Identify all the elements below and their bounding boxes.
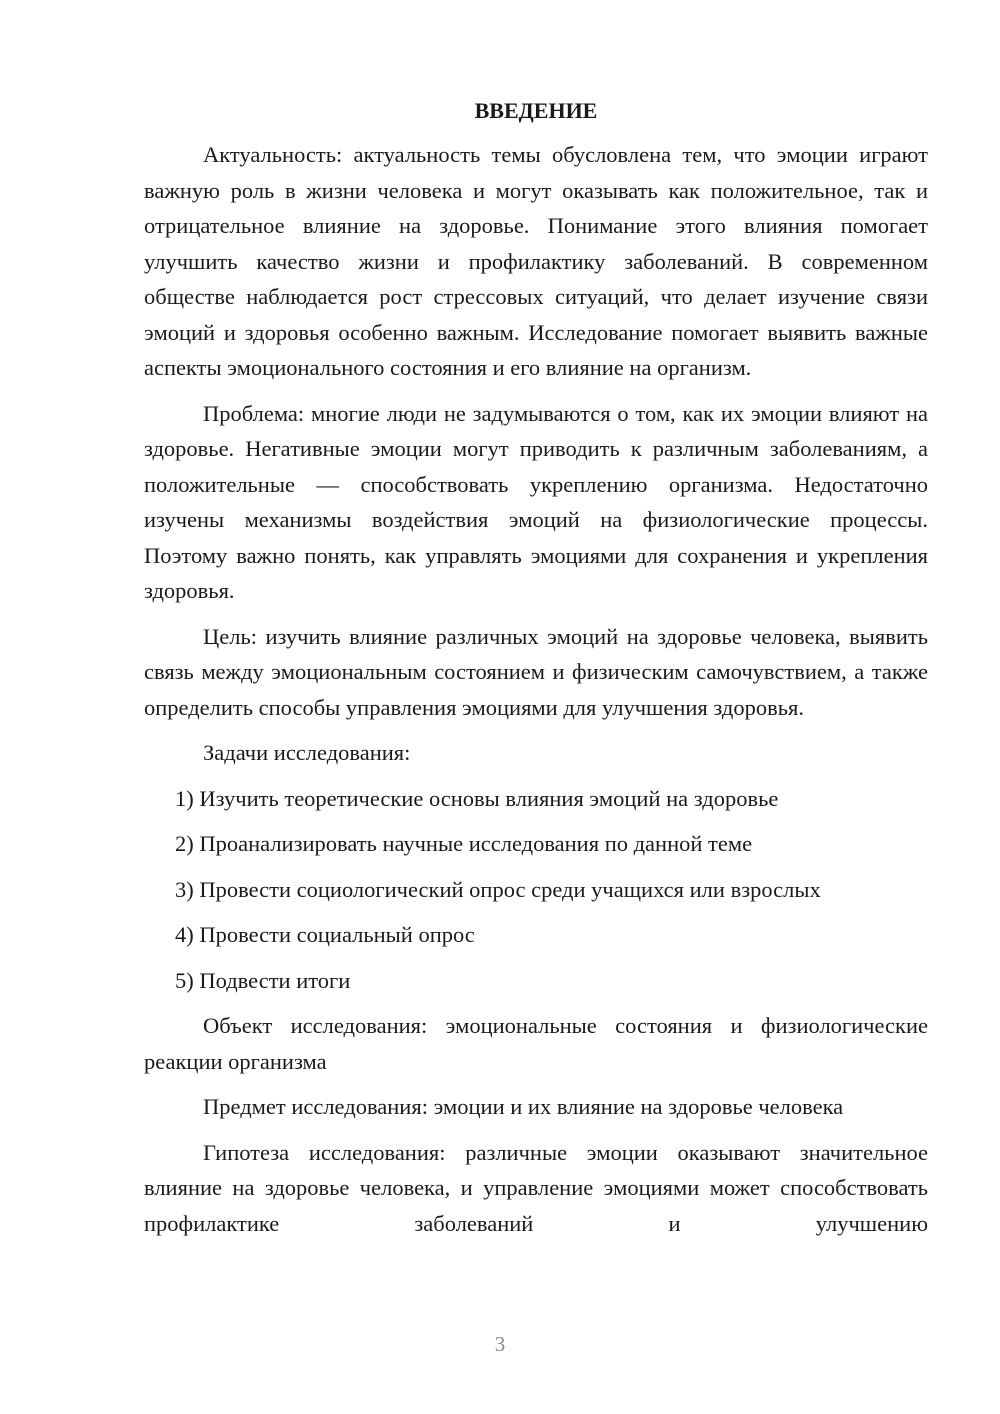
list-item: 4) Провести социальный опрос (175, 922, 475, 947)
list-item: 5) Подвести итоги (175, 967, 351, 993)
list-item: 3) Провести социологический опрос среди учащихся или взрослых (175, 876, 821, 902)
paragraph-object: Объект исследования: эмоциональные состояния и физиологические реакции организма (144, 1013, 928, 1074)
page-number: 3 (494, 1332, 506, 1356)
tasks-heading: Задачи исследования: (203, 740, 411, 765)
document-page (144, 95, 928, 1241)
paragraph-goal: Цель: изучить влияние различных эмоций на здоровье человека, выявить связь между эмоциональным состоянием и физическим самочувствием, а также определить способы управления эмоциями для улучшения здоровья. (144, 623, 928, 720)
list-item: 1) Изучить теоретические основы влияния эмоций на здоровье (175, 785, 779, 811)
paragraph-relevance: Актуальность: актуальность темы обусловлена тем, что эмоции играют важную роль в жизни человека и могут оказывать как положительное, так и отрицательное влияние на здоровье. Понимание этого влияния помогает улучшить качество жизни и профилактику заболеваний. В современном обществе наблюдается рост стрессовых ситуаций, что делает изучение связи эмоций и здоровья особенно важным. Исследование помогает выявить важные аспекты эмоционального состояния и его влияние на организм. (144, 142, 928, 380)
tasks-list (144, 781, 928, 999)
page-title: ВВЕДЕНИЕ (474, 98, 598, 123)
paragraph-problem: Проблема: многие люди не задумываются о том, как их эмоции влияют на здоровье. Негативные эмоции могут приводить к различным заболеваниям, а положительные — способствовать укреплению организма. Недостаточно изучены механизмы воздействия эмоций на физиологические процессы. Поэтому важно понять, как управлять эмоциями для сохранения и укрепления здоровья. (144, 400, 928, 603)
list-item: 2) Проанализировать научные исследования по данной теме (175, 831, 753, 856)
paragraph-hypothesis: Гипотеза исследования: различные эмоции оказывают значительное влияние на здоровье человека, и управление эмоциями может способствовать профилактике заболеваний и улучшению (144, 1139, 928, 1236)
paragraph-subject: Предмет исследования: эмоции и их влияние на здоровье человека (203, 1094, 844, 1119)
